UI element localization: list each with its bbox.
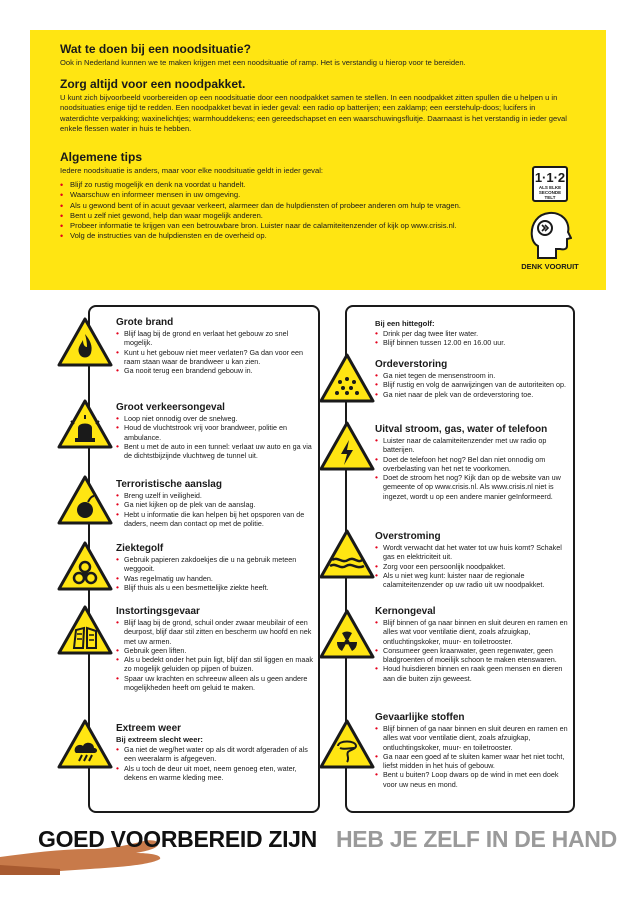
section-overstroming (375, 531, 569, 589)
list-item: • Ga naar een goed af te sluiten kamer waar het niet tocht, liefst midden in het huis of gebouw. (375, 752, 569, 771)
section-extreem-weer (116, 723, 314, 782)
tips-intro: Iedere noodsituatie is anders, maar voor elke noodsituatie geldt in ieder geval: (60, 166, 323, 176)
list-item: • Loop niet onnodig over de snelweg. (116, 414, 314, 423)
section-title: Instortingsgevaar (116, 606, 200, 617)
list-item: • Ga niet de weg/het water op als dit wordt afgeraden of als een weeralarm is afgegeven. (116, 745, 314, 764)
emergency-number: 1·1·2 (534, 170, 566, 185)
flood-icon (318, 528, 376, 580)
section-kernongeval (375, 606, 569, 683)
section-grote-brand (116, 317, 314, 375)
list-item: • Wordt verwacht dat het water tot uw huis komt? Schakel gas en elektriciteit uit. (375, 543, 569, 562)
section-gevaarlijke-stoffen (375, 712, 569, 789)
list-item: • Kunt u het gebouw niet meer verlaten? Ga dan voor een raam staan waar de brandweer u kan zien. (116, 348, 314, 367)
list-item: • Blijf laag bij de grond, schuil onder zwaar meubilair of een deurpost, blijf daar stil zitten en bescherm uw hoofd en nek met uw armen. (116, 618, 314, 646)
crowd-icon (318, 352, 376, 404)
list-item: • Bent u buiten? Loop dwars op de wind in met een doek voor uw neus en mond. (375, 770, 569, 789)
footer-slogan-part2: HEB JE ZELF IN DE HAND (336, 826, 617, 852)
list-item: • Spaar uw krachten en schreeuw alleen als u geen andere mogelijkheden heeft om geluid te maken. (116, 674, 314, 693)
tip-item: • Volg de instructies van de hulpdiensten en de overheid op. (60, 231, 480, 241)
list-item: • Ga niet kijken op de plek van de aanslag. (116, 500, 314, 509)
bomb-icon (56, 474, 114, 526)
list-item: • Gebruik papieren zakdoekjes die u na gebruik meteen weggooit. (116, 555, 314, 574)
siren-icon (56, 398, 114, 450)
tip-item: • Als u gewond bent of in acuut gevaar verkeert, alarmeer dan de hulpdiensten of probeer anderen om hulp te vragen. (60, 201, 480, 211)
collapse-icon (56, 604, 114, 656)
list-item: • Houd huisdieren binnen en raak geen mensen en dieren aan die buiten zijn geweest. (375, 664, 569, 683)
list-item: • Blijf binnen tussen 12.00 en 16.00 uur. (375, 338, 569, 347)
list-item: • Blijf thuis als u een besmettelijke ziekte heeft. (116, 583, 314, 592)
section-subtitle: Bij een hittegolf: (375, 319, 435, 328)
list-item: • Als u toch de deur uit moet, neem genoeg eten, water, dekens en warme kleding mee. (116, 764, 314, 783)
kit-text: U kunt zich bijvoorbeeld voorbereiden op een noodsituatie door een noodpakket samen te stellen. In een noodpakket zitten spullen die u helpen u in noodsituaties enige tijd te redden. Een noodpakket bevat in ieder geval: een radio op batterijen; een zaklamp; een eerstehulp-doos; lucifers in waterdichte verpakking; waxinelichtjes; warmhouddekens; een gereedschapset en een waarschuwingsfluitje. Daarnaast is het verstandig in ieder geval enkele flessen water in huis te hebben. (60, 93, 567, 133)
section-subtitle: Bij extreem slecht weer: (116, 735, 203, 744)
radiation-icon (318, 608, 376, 660)
section-ordeverstoring (375, 359, 569, 399)
intro-text: Ook in Nederland kunnen we te maken krijgen met een noodsituatie of ramp. Het is verstandig u hierop voor te bereiden. (60, 58, 466, 67)
list-item: • Ga niet tegen de mensenstroom in. (375, 371, 569, 380)
section-title: Ziektegolf (116, 543, 164, 554)
kit-title: Zorg altijd voor een noodpakket. (60, 77, 246, 92)
section-title: Overstroming (375, 531, 441, 542)
section-hittegolf (375, 319, 569, 348)
list-item: • Blijf laag bij de grond en verlaat het gebouw zo snel mogelijk. (116, 329, 314, 348)
toxic-cloud-icon (318, 718, 376, 770)
section-title: Gevaarlijke stoffen (375, 712, 465, 723)
list-item: • Blijf binnen of ga naar binnen en sluit deuren en ramen en alles wat voor ventilatie dient, zoals afzuigkap, ontluchtingskoker, muur- en toiletrooster. (375, 724, 569, 752)
head-icon (528, 208, 572, 260)
section-title: Uitval stroom, gas, water of telefoon (375, 424, 548, 435)
section-instortingsgevaar (116, 606, 314, 692)
list-item: • Zorg voor een persoonlijk noodpakket. (375, 562, 569, 571)
tips-title: Algemene tips (60, 150, 143, 165)
section-title: Grote brand (116, 317, 174, 328)
section-title: Ordeverstoring (375, 359, 448, 370)
list-item: • Was regelmatig uw handen. (116, 574, 314, 583)
tip-item: • Blijf zo rustig mogelijk en denk na voordat u handelt. (60, 180, 480, 190)
section-title: Terroristische aanslag (116, 479, 222, 490)
list-item: • Bent u met de auto in een tunnel: verlaat uw auto en ga via de dichtstbijzijnde vluchtweg de tunnel uit. (116, 442, 314, 461)
biohazard-icon (56, 540, 114, 592)
list-item: • Als u niet weg kunt: luister naar de regionale calamiteitenzender op uw radio uit uw noodpakket. (375, 571, 569, 590)
list-item: • Gebruik geen liften. (116, 646, 314, 655)
list-item: • Ga niet naar de plek van de ordeverstoring toe. (375, 390, 569, 399)
left-column (88, 305, 320, 813)
section-uitval (375, 424, 569, 501)
section-terroristische-aanslag (116, 479, 314, 528)
intro-title: Wat te doen bij een noodsituatie? (60, 42, 251, 56)
section-title: Extreem weer (116, 723, 182, 734)
list-item: • Ga nooit terug een brandend gebouw in. (116, 366, 314, 375)
list-item: • Breng uzelf in veiligheid. (116, 491, 314, 500)
badge-line2: SECONDE TELT (538, 190, 562, 200)
list-item: • Houd de vluchtstrook vrij voor brandweer, politie en ambulance. (116, 423, 314, 442)
list-item: • Blijf binnen of ga naar binnen en sluit deuren en ramen en alles wat voor ventilatie dient, zoals afzuigkap, ontluchtingskoker, muur- en toiletrooster. (375, 618, 569, 646)
denk-vooruit-logo (512, 208, 588, 271)
badge-line1: ALS ELKE (538, 185, 562, 190)
list-item: • Luister naar de calamiteitenzender met uw radio op batterijen. (375, 436, 569, 455)
section-title: Groot verkeersongeval (116, 402, 225, 413)
list-item: • Drink per dag twee liter water. (375, 329, 569, 338)
list-item: • Blijf rustig en volg de aanwijzingen van de autoriteiten op. (375, 380, 569, 389)
right-column (345, 305, 575, 813)
storm-icon (56, 718, 114, 770)
fire-icon (56, 316, 114, 368)
section-ziektegolf (116, 543, 314, 592)
tip-item: • Waarschuw en informeer mensen in uw omgeving. (60, 190, 480, 200)
list-item: • Hebt u informatie die kan helpen bij het opsporen van de daders, neem dan contact op met de politie. (116, 510, 314, 529)
emergency-112-logo (532, 166, 568, 202)
tips-list (60, 180, 480, 241)
denk-vooruit-label: DENK VOORUIT (521, 262, 579, 271)
power-icon (318, 420, 376, 472)
list-item: • Doet de telefoon het nog? Bel dan niet onnodig om overbelasting van het net te voorkomen. (375, 455, 569, 474)
footer-slogan-part1: GOED VOORBEREID ZIJN (38, 826, 317, 852)
list-item: • Als u bedekt onder het puin ligt, blijf dan stil liggen en maak zo mogelijk geluiden op pijpen of buizen. (116, 655, 314, 674)
section-title: Kernongeval (375, 606, 436, 617)
section-verkeersongeval (116, 402, 314, 460)
list-item: • Consumeer geen kraanwater, geen regenwater, geen bladgroenten of moeilijk schoon te maken etenswaren. (375, 646, 569, 665)
tip-item: • Bent u zelf niet gewond, help dan waar mogelijk anderen. (60, 211, 480, 221)
list-item: • Doet de stroom het nog? Kijk dan op de website van uw gemeente of op www.crisis.nl. Als www.crisis.nl niet is ingezet, wordt u op een andere manier geïnformeerd. (375, 473, 569, 501)
tip-item: • Probeer informatie te krijgen van een betrouwbare bron. Luister naar de calamiteitenzender of kijk op www.crisis.nl. (60, 221, 480, 231)
